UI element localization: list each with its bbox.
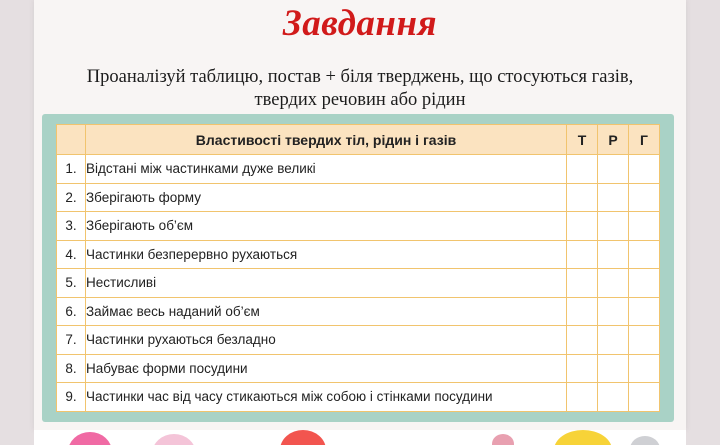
- row-property: Відстані між частинками дуже великі: [86, 155, 567, 184]
- liquid-answer-cell[interactable]: [598, 297, 629, 326]
- gas-answer-cell[interactable]: [629, 155, 660, 184]
- table-row: [57, 354, 660, 383]
- row-property: Нестисливі: [86, 269, 567, 298]
- table-row: [57, 269, 660, 298]
- table-row: [57, 297, 660, 326]
- row-number: 9.: [57, 383, 86, 412]
- instructions-line-1: Проаналізуй таблицю, постав + біля тверджень, що стосуються газів,: [86, 67, 634, 87]
- solid-answer-cell[interactable]: [567, 155, 598, 184]
- solid-answer-cell[interactable]: [567, 326, 598, 355]
- liquid-answer-cell[interactable]: [598, 354, 629, 383]
- slide-instructions: [34, 66, 686, 112]
- row-number: 5.: [57, 269, 86, 298]
- gas-answer-cell[interactable]: [629, 297, 660, 326]
- row-number: 2.: [57, 183, 86, 212]
- liquid-answer-cell[interactable]: [598, 269, 629, 298]
- ball-shape: [554, 430, 612, 445]
- row-number: 7.: [57, 326, 86, 355]
- solid-answer-cell[interactable]: [567, 269, 598, 298]
- row-property: Займає весь наданий об’єм: [86, 297, 567, 326]
- header-gas: Г: [629, 125, 660, 155]
- liquid-answer-cell[interactable]: [598, 326, 629, 355]
- table-row: [57, 383, 660, 412]
- instructions-line-2: твердих речовин або рідин: [254, 90, 466, 110]
- table-row: [57, 155, 660, 184]
- header-liquid: Р: [598, 125, 629, 155]
- gas-answer-cell[interactable]: [629, 354, 660, 383]
- table-row: [57, 183, 660, 212]
- row-number: 6.: [57, 297, 86, 326]
- liquid-answer-cell[interactable]: [598, 212, 629, 241]
- header-property: Властивості твердих тіл, рідин і газів: [86, 125, 567, 155]
- gas-answer-cell[interactable]: [629, 269, 660, 298]
- header-solid: Т: [567, 125, 598, 155]
- solid-answer-cell[interactable]: [567, 354, 598, 383]
- liquid-answer-cell[interactable]: [598, 183, 629, 212]
- ball-shape: [280, 430, 326, 445]
- table-row: [57, 212, 660, 241]
- table-header-row: [57, 125, 660, 155]
- row-property: Набуває форми посудини: [86, 354, 567, 383]
- ball-shape: [152, 434, 196, 445]
- left-margin: [0, 0, 34, 445]
- gas-answer-cell[interactable]: [629, 183, 660, 212]
- row-property: Частинки безперервно рухаються: [86, 240, 567, 269]
- solid-answer-cell[interactable]: [567, 240, 598, 269]
- properties-table: [56, 124, 660, 412]
- row-number: 1.: [57, 155, 86, 184]
- table-row: [57, 240, 660, 269]
- ball-shape: [630, 436, 660, 445]
- row-number: 8.: [57, 354, 86, 383]
- row-number: 4.: [57, 240, 86, 269]
- row-property: Частинки рухаються безладно: [86, 326, 567, 355]
- ball-shape: [68, 432, 112, 445]
- gas-answer-cell[interactable]: [629, 326, 660, 355]
- row-property: Частинки час від часу стикаються між собою і стінками посудини: [86, 383, 567, 412]
- table-row: [57, 326, 660, 355]
- solid-answer-cell[interactable]: [567, 383, 598, 412]
- gas-answer-cell[interactable]: [629, 240, 660, 269]
- gas-answer-cell[interactable]: [629, 212, 660, 241]
- solid-answer-cell[interactable]: [567, 183, 598, 212]
- row-number: 3.: [57, 212, 86, 241]
- decorative-balls: [34, 430, 686, 445]
- gas-answer-cell[interactable]: [629, 383, 660, 412]
- header-number-cell: [57, 125, 86, 155]
- right-margin: [686, 0, 720, 445]
- liquid-answer-cell[interactable]: [598, 155, 629, 184]
- liquid-answer-cell[interactable]: [598, 240, 629, 269]
- liquid-answer-cell[interactable]: [598, 383, 629, 412]
- row-property: Зберігають форму: [86, 183, 567, 212]
- ball-shape: [492, 434, 514, 445]
- solid-answer-cell[interactable]: [567, 297, 598, 326]
- slide-title: Завдання: [282, 3, 438, 44]
- solid-answer-cell[interactable]: [567, 212, 598, 241]
- row-property: Зберігають об’єм: [86, 212, 567, 241]
